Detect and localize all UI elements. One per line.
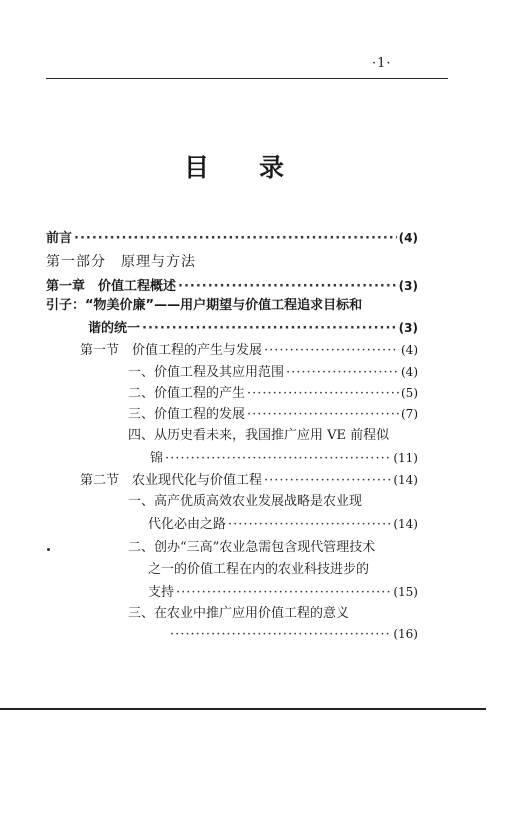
leader-dots [142,321,397,337]
toc-entry-page: (16) [393,627,418,641]
toc-entry-section1[interactable] [80,342,418,359]
leader-dots [247,386,399,402]
page-title: 目录 [184,153,335,182]
toc-entry-label: 谐的统一 [88,321,141,336]
toc-entry-page: (4) [401,343,418,357]
toc-entry-page: (4) [401,365,418,379]
header-rule [46,78,448,79]
leader-dots [74,231,397,247]
toc-entry-label: 代化必由之路 [148,517,227,532]
toc-entry-label: 锦 [150,451,164,466]
toc-entry-label: 二、价值工程的产生 [128,386,246,401]
toc-entry-s1-item4-text[interactable]: 四、从历史看未来，我国推广应用 VE 前程似 [128,428,390,443]
toc-entry-page: (4) [398,231,418,245]
toc-entry-s1-item2[interactable] [128,385,418,402]
toc-entry-s2-item2-text1[interactable]: 二、创办“三高”农业急需包含现代管理技术 [128,540,376,555]
toc-entry-s1-item1[interactable] [128,364,418,381]
leader-dots [286,365,399,381]
toc-entry-s1-item4[interactable] [150,450,418,467]
toc-entry-preface[interactable] [46,230,418,247]
scan-speck [47,548,50,551]
toc-entry-section2[interactable] [80,472,418,489]
toc-entry-page: (3) [398,321,418,335]
toc-entry-intro[interactable] [88,320,418,337]
part-heading: 第一部分 原理与方法 [46,254,196,270]
leader-dots [178,279,397,295]
toc-entry-label: 第一节 价值工程的产生与发展 [80,343,263,358]
toc-entry-page: (3) [398,279,418,293]
leader-dots [170,627,391,643]
toc-entry-label: 第一章 价值工程概述 [46,279,177,294]
toc-entry-page: (14) [393,473,418,487]
leader-dots [228,517,391,533]
leader-dots [176,585,391,601]
toc-entry-chapter1[interactable] [46,278,418,295]
leader-dots [247,407,399,423]
toc-entry-s2-item3-text[interactable]: 三、在农业中推广应用价值工程的意义 [128,606,350,621]
toc-entry-page: (5) [401,386,418,400]
toc-entry-intro-line1[interactable]: 引子：“物美价廉”——用户期望与价值工程追求目标和 [46,298,363,313]
toc-entry-label: 一、价值工程及其应用范围 [128,365,285,380]
leader-dots [264,343,399,359]
toc-entry-page: (14) [393,517,418,531]
toc-entry-label: 三、价值工程的发展 [128,407,246,422]
toc-entry-label: 前言 [46,231,73,246]
toc-entry-page: (7) [401,407,418,421]
toc-entry-s1-item3[interactable] [128,406,418,423]
toc-entry-s2-item2-text2[interactable]: 之一的价值工程在内的农业科技进步的 [148,562,370,577]
leader-dots [165,451,391,467]
leader-dots [264,473,391,489]
footer-rule [0,708,486,710]
toc-entry-s2-item1-text[interactable]: 一、高产优质高效农业发展战略是农业现 [128,494,363,509]
toc-entry-s2-item3[interactable] [168,626,418,643]
toc-entry-s2-item1[interactable] [148,516,418,533]
page-number: ·1· [372,56,392,71]
toc-entry-page: (15) [393,585,418,599]
toc-entry-label: 支持 [148,585,175,600]
toc-entry-page: (11) [393,451,418,465]
toc-entry-s2-item2[interactable] [148,584,418,601]
toc-entry-label: 第二节 农业现代化与价值工程 [80,473,263,488]
